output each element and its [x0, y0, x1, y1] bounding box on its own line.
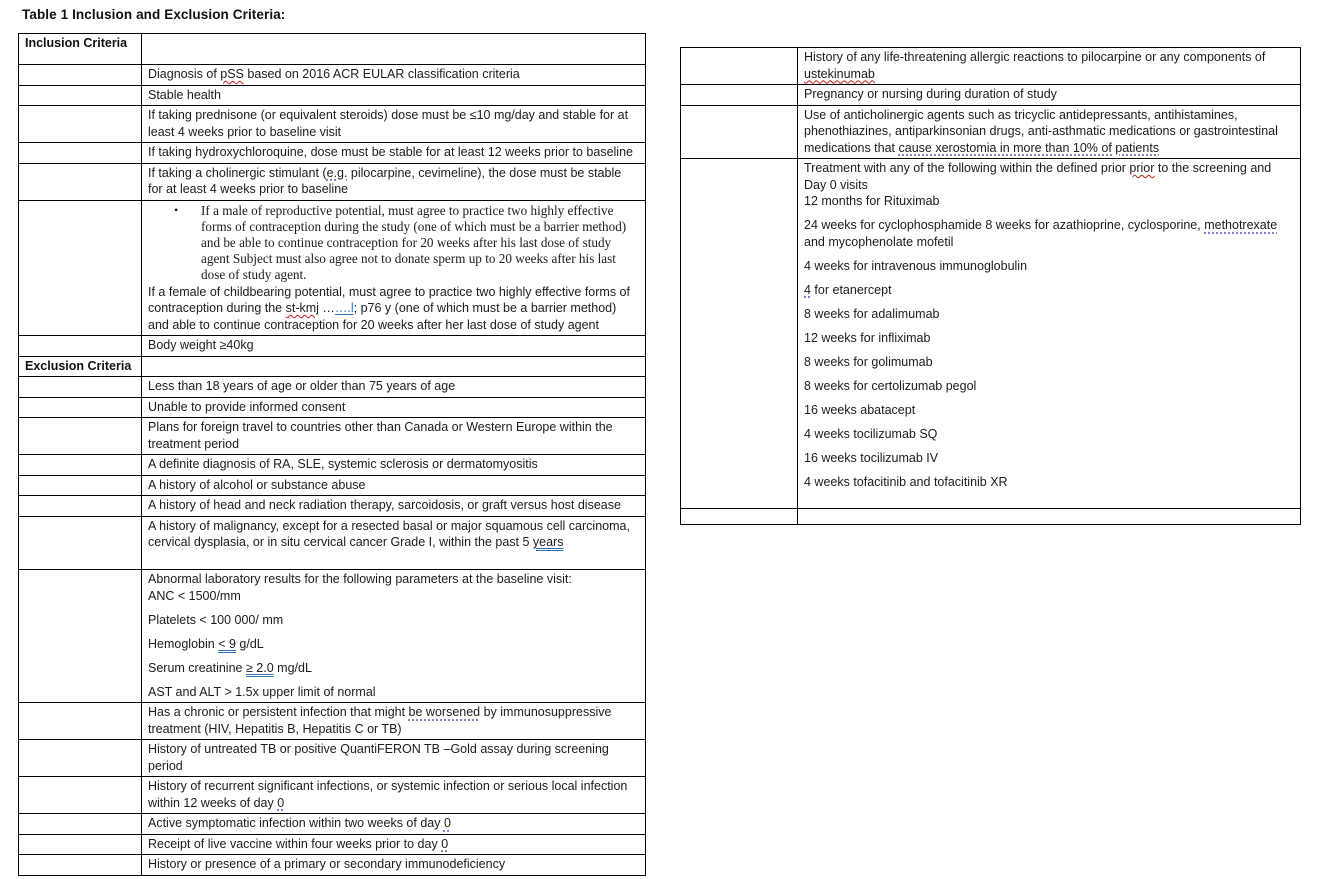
table-row	[681, 105, 1301, 159]
paragraph	[148, 456, 639, 473]
table-row	[19, 377, 646, 398]
text-run: A history of malignancy, except for a resected basal or major squamous cell carcinoma, cervical dysplasia, or in situ cervical cancer Grade I, within the past 5	[148, 518, 630, 549]
text-run: A history of alcohol or substance abuse	[148, 477, 366, 492]
marked-text: 0	[441, 836, 449, 851]
text-run: 12 months for Rituximab	[804, 194, 940, 208]
row-content-cell	[142, 516, 646, 570]
left-table-body	[19, 34, 646, 876]
table-row	[19, 475, 646, 496]
table-row	[19, 455, 646, 476]
table-row	[19, 163, 646, 200]
paragraph	[148, 477, 639, 494]
row-label-cell	[19, 814, 142, 835]
text-run: History of recurrent significant infections, or systemic infection or serious local infection within 12 weeks of day	[148, 779, 628, 810]
text-run: Treatment with any of the following within the defined prior	[804, 161, 1130, 175]
paragraph	[148, 815, 639, 832]
row-label-cell	[19, 475, 142, 496]
paragraph	[804, 49, 1294, 82]
marked-text: methotrexate	[1204, 218, 1278, 232]
text-run: 12 weeks for infliximab	[804, 330, 931, 345]
row-label-cell	[19, 397, 142, 418]
text-run: g/dL	[235, 636, 264, 651]
row-content-cell	[142, 85, 646, 106]
text-run: ; p76 y (one of which must be a barrier method) and able to continue contraception for 20 weeks after her last dose of study agent	[148, 301, 617, 332]
marked-text: cause xerostomia in more than 10% of patients	[898, 140, 1160, 155]
text-run: History or presence of a primary or secondary immunodeficiency	[148, 857, 506, 871]
text-run: 8 weeks for certolizumab pegol	[804, 378, 977, 393]
row-content-cell	[142, 336, 646, 357]
text-run: to the screening and Day 0 visits	[804, 161, 1272, 192]
paragraph	[148, 87, 639, 104]
row-label-cell	[681, 105, 798, 159]
table-row	[19, 85, 646, 106]
paragraph	[148, 636, 639, 653]
text-run: AST and ALT > 1.5x upper limit of normal	[148, 684, 376, 699]
marked-text: be worsened	[408, 705, 481, 719]
table-row	[19, 200, 646, 336]
paragraph	[804, 282, 1294, 299]
paragraph	[804, 354, 1294, 371]
row-label-cell	[19, 455, 142, 476]
text-run: If a female of childbearing potential, must agree to practice two highly effective forms of contraception during the	[148, 284, 630, 315]
row-label-cell	[19, 703, 142, 740]
row-label-cell	[19, 336, 142, 357]
row-label-cell: Inclusion Criteria	[19, 34, 142, 65]
text-run: based on 2016 ACR EULAR classification criteria	[243, 67, 520, 81]
paragraph	[804, 402, 1294, 419]
marked-text: 0	[277, 795, 285, 810]
text-run: 4 weeks for intravenous immunoglobulin	[804, 258, 1028, 273]
paragraph	[148, 741, 639, 774]
paragraph	[148, 660, 639, 677]
row-content-cell	[142, 814, 646, 835]
row-label-cell	[19, 106, 142, 143]
table-row	[19, 496, 646, 517]
row-content-cell	[142, 163, 646, 200]
paragraph	[148, 284, 639, 334]
text-run: for etanercept	[810, 282, 892, 297]
text-run: …	[318, 301, 335, 315]
text-run: Less than 18 years of age or older than 75 years of age	[148, 379, 456, 393]
row-label-cell	[19, 418, 142, 455]
paragraph	[148, 66, 639, 83]
text-run: If taking hydroxychloroquine, dose must be stable for at least 12 weeks prior to baseline	[148, 145, 633, 159]
text-run: A definite diagnosis of RA, SLE, systemic sclerosis or dermatomyositis	[148, 457, 538, 471]
text-run: Plans for foreign travel to countries other than Canada or Western Europe within the treatment period	[148, 420, 613, 451]
table-row	[19, 65, 646, 86]
row-content-cell	[142, 496, 646, 517]
row-label-cell	[19, 163, 142, 200]
marked-text: st-kmj	[285, 301, 319, 315]
text-run: 4 weeks tofacitinib and tofacitinib XR	[804, 474, 1008, 489]
row-label-cell	[681, 509, 798, 525]
row-content-cell	[142, 65, 646, 86]
right-table-body	[681, 48, 1301, 525]
paragraph	[804, 330, 1294, 347]
table-row	[19, 777, 646, 814]
row-content-cell	[142, 397, 646, 418]
table-row	[19, 34, 646, 65]
row-label-cell	[681, 159, 798, 509]
text-run: Abnormal laboratory results for the following parameters at the baseline visit:	[148, 572, 572, 586]
paragraph	[148, 778, 639, 811]
row-content-cell	[142, 834, 646, 855]
paragraph	[148, 107, 639, 140]
row-label-cell	[19, 834, 142, 855]
table-row	[19, 143, 646, 164]
text-run: Pregnancy or nursing during duration of study	[804, 87, 1057, 101]
table-row	[681, 48, 1301, 85]
exclusion-table-continued-right	[680, 47, 1301, 525]
text-run: by immunosuppressive treatment (HIV, Hepatitis B, Hepatitis C or TB)	[148, 705, 612, 736]
table-row	[19, 516, 646, 570]
paragraph	[148, 684, 639, 701]
text-run: Hemoglobin	[148, 636, 219, 651]
paragraph	[148, 378, 639, 395]
text-run: If taking prednisone (or equivalent steroids) dose must be ≤10 mg/day and stable for at least 4 weeks prior to baseline visit	[148, 108, 629, 139]
row-content-cell	[142, 777, 646, 814]
marked-text: pSS	[220, 67, 244, 81]
text-run: If taking a cholinergic stimulant (	[148, 165, 327, 180]
marked-text: 4	[804, 282, 811, 297]
text-run: 8 weeks for adalimumab	[804, 306, 940, 321]
table-row	[681, 159, 1301, 509]
row-label-cell	[681, 48, 798, 85]
text-run: Receipt of live vaccine within four weeks prior to day	[148, 836, 442, 851]
paragraph	[148, 856, 639, 873]
paragraph	[148, 497, 639, 514]
paragraph	[804, 426, 1294, 443]
row-content-cell	[142, 377, 646, 398]
row-label-cell	[681, 85, 798, 106]
paragraph	[148, 551, 639, 568]
row-label-cell	[19, 570, 142, 703]
row-content-cell	[142, 455, 646, 476]
marked-text: ….l	[334, 301, 354, 315]
row-content-cell	[142, 570, 646, 703]
marked-text: 0	[443, 816, 451, 830]
paragraph	[804, 217, 1294, 250]
row-content-cell	[142, 143, 646, 164]
text-run: If a male of reproductive potential, must agree to practice two highly effective forms of contraception during the study (one of which must be a barrier method) and be able to continue contraception for 20 weeks after his last dose of study agent Subject must also agree not to donate sperm up to 20 weeks after his last dose of study agent.	[201, 202, 627, 282]
table-row	[19, 418, 646, 455]
paragraph	[804, 86, 1294, 103]
row-content-cell	[142, 34, 646, 65]
row-content-cell	[142, 106, 646, 143]
table-title: Table 1 Inclusion and Exclusion Criteria:	[22, 7, 286, 22]
text-run: History of untreated TB or positive QuantiFERON TB –Gold assay during screening period	[148, 742, 609, 773]
text-run: Stable health	[148, 87, 221, 102]
row-label-cell	[19, 740, 142, 777]
row-content-cell	[142, 475, 646, 496]
row-label-cell	[19, 377, 142, 398]
marked-text: years	[532, 535, 564, 549]
table-row	[19, 740, 646, 777]
inclusion-exclusion-table-left	[18, 33, 646, 876]
paragraph	[148, 518, 639, 551]
paragraph	[148, 419, 639, 452]
paragraph	[148, 399, 639, 416]
text-run: mg/dL	[273, 660, 312, 675]
row-content-cell	[142, 855, 646, 876]
paragraph	[804, 306, 1294, 323]
text-run: Diagnosis of	[148, 67, 221, 81]
table-row	[19, 356, 646, 377]
row-content-cell	[142, 418, 646, 455]
row-content-cell	[798, 105, 1301, 159]
paragraph	[804, 258, 1294, 275]
table-row	[19, 814, 646, 835]
row-content-cell	[798, 509, 1301, 525]
row-content-cell	[142, 200, 646, 336]
marked-text: < 9	[218, 636, 236, 651]
bulleted-paragraph	[148, 203, 639, 283]
paragraph	[148, 836, 639, 853]
text-run: Body weight ≥40kg	[148, 338, 254, 352]
table-row	[19, 834, 646, 855]
paragraph	[804, 450, 1294, 467]
table-row	[19, 855, 646, 876]
text-run: Active symptomatic infection within two weeks of day	[148, 816, 444, 830]
text-run: 24 weeks for cyclophosphamide 8 weeks for azathioprine, cyclosporine,	[804, 218, 1205, 232]
row-label-cell	[19, 200, 142, 336]
paragraph	[148, 144, 639, 161]
text-run: Has a chronic or persistent infection that might	[148, 705, 409, 719]
row-label-cell	[19, 65, 142, 86]
text-run: 16 weeks abatacept	[804, 402, 916, 417]
paragraph	[148, 588, 639, 605]
text-run: and mycophenolate mofetil	[804, 234, 954, 249]
text-run: A history of head and neck radiation therapy, sarcoidosis, or graft versus host disease	[148, 498, 621, 512]
paragraph	[148, 337, 639, 354]
row-label-cell	[19, 516, 142, 570]
marked-text: ≥ 2.0	[245, 660, 274, 675]
text-run: Platelets < 100 000/ mm	[148, 612, 284, 627]
row-content-cell	[798, 85, 1301, 106]
text-run: 8 weeks for golimumab	[804, 354, 933, 369]
paragraph	[148, 165, 639, 198]
row-label-cell	[19, 143, 142, 164]
row-label-cell	[19, 777, 142, 814]
row-label-cell	[19, 85, 142, 106]
text-run: 4 weeks tocilizumab SQ	[804, 426, 938, 441]
paragraph	[804, 378, 1294, 395]
row-label-cell	[19, 496, 142, 517]
marked-text: prior	[1129, 161, 1155, 175]
text-run: ANC < 1500/mm	[148, 588, 241, 603]
table-row	[19, 397, 646, 418]
row-label-cell	[19, 855, 142, 876]
table-row	[19, 703, 646, 740]
table-row	[19, 570, 646, 703]
marked-text: ustekinumab	[804, 66, 875, 81]
paragraph	[148, 571, 639, 588]
row-content-cell	[142, 703, 646, 740]
text-run: pilocarpine, cevimeline), the dose must be stable for at least 4 weeks prior to baseline	[148, 165, 622, 196]
text-run: 16 weeks tocilizumab IV	[804, 450, 939, 465]
paragraph	[148, 612, 639, 629]
row-content-cell	[142, 356, 646, 377]
paragraph	[804, 107, 1294, 157]
text-run: Unable to provide informed consent	[148, 399, 346, 414]
row-content-cell	[798, 48, 1301, 85]
table-row	[19, 336, 646, 357]
table-row	[681, 509, 1301, 525]
paragraph	[804, 474, 1294, 491]
bullet-icon: •	[174, 202, 179, 217]
table-row	[19, 106, 646, 143]
paragraph	[804, 193, 1294, 210]
text-run: History of any life-threatening allergic reactions to pilocarpine or any components of	[804, 50, 1266, 64]
text-run: Use of anticholinergic agents such as tricyclic antidepressants, antihistamines, phenothiazines, antiparkinsonian drugs, anti-asthmatic medications or gastrointestinal medications that	[804, 107, 1278, 155]
row-content-cell	[798, 159, 1301, 509]
row-content-cell	[142, 740, 646, 777]
table-row	[681, 85, 1301, 106]
paragraph	[148, 704, 639, 737]
marked-text: e.g.	[326, 165, 348, 180]
text-run: Serum creatinine	[148, 660, 246, 675]
paragraph	[804, 160, 1294, 193]
row-label-cell: Exclusion Criteria	[19, 356, 142, 377]
